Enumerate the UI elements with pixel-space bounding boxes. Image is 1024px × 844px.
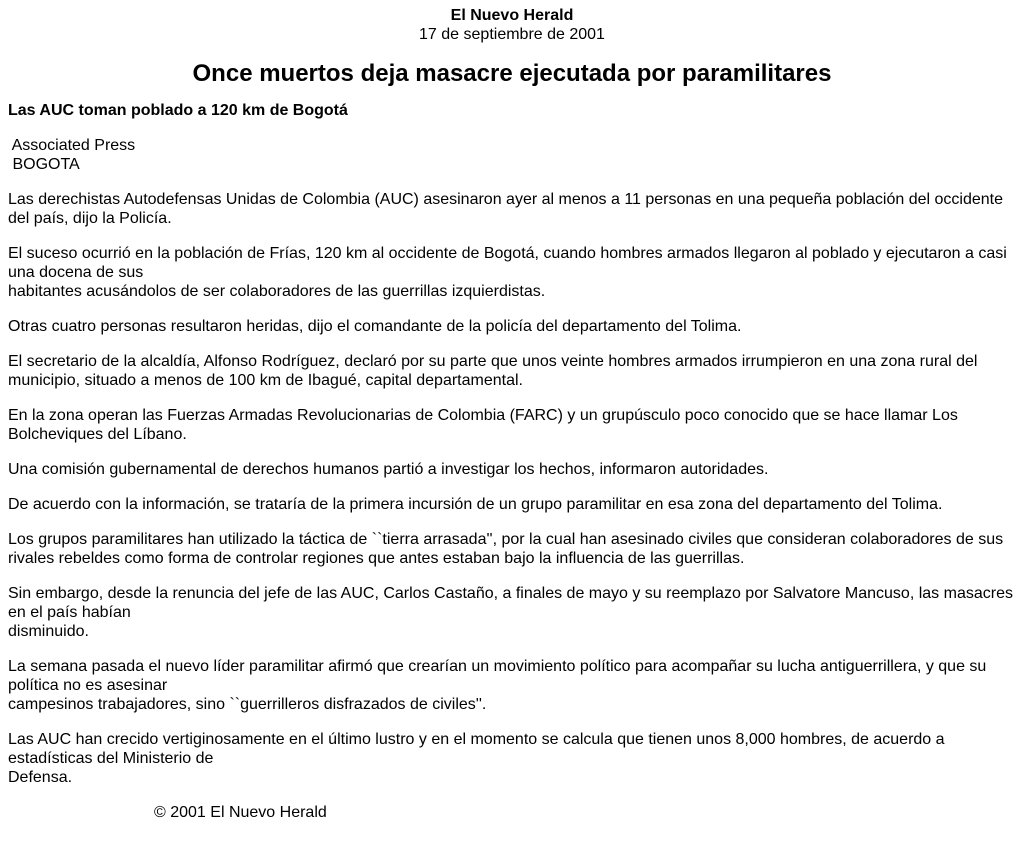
paragraph-line: campesinos trabajadores, sino ``guerrilleros disfrazados de civiles''. [8, 696, 487, 713]
paragraph-line: Las derechistas Autodefensas Unidas de Colombia (AUC) asesinaron ayer al menos a 11 personas en una pequeña población del occidente del país, dijo la Policía. [8, 191, 1003, 227]
paragraph-line: Sin embargo, desde la renuncia del jefe de las AUC, Carlos Castaño, a finales de mayo y su reemplazo por Salvatore Mancuso, las masacres en el país habían [8, 585, 1013, 621]
paragraph-line: Las AUC han crecido vertiginosamente en el último lustro y en el momento se calcula que tienen unos 8,000 hombres, de acuerdo a estadísticas del Ministerio de [8, 731, 945, 767]
copyright-notice: © 2001 El Nuevo Herald [154, 804, 327, 821]
paragraph-line: habitantes acusándolos de ser colaboradores de las guerrillas izquierdistas. [8, 283, 546, 300]
article-paragraph [8, 190, 1016, 228]
article-paragraph [8, 657, 1016, 714]
article-body [8, 190, 1016, 787]
article-paragraph [8, 460, 1016, 479]
publication-date: 17 de septiembre de 2001 [419, 26, 605, 43]
article-paragraph [8, 730, 1016, 787]
paragraph-line: De acuerdo con la información, se trataría de la primera incursión de un grupo paramilitar en esa zona del departamento del Tolima. [8, 496, 943, 513]
byline-location: BOGOTA [8, 156, 80, 173]
paragraph-line: Defensa. [8, 769, 73, 786]
paragraph-line: disminuido. [8, 623, 89, 640]
article-paragraph [8, 584, 1016, 641]
article-paragraph [8, 352, 1016, 390]
publication-name: El Nuevo Herald [450, 7, 574, 24]
masthead [8, 6, 1016, 44]
paragraph-line: Los grupos paramilitares han utilizado la táctica de ``tierra arrasada'', por la cual han asesinado civiles que consideran colaboradores de sus rivales rebeldes como forma de controlar regiones que antes estaban bajo la influencia de las guerrillas. [8, 531, 1004, 567]
paragraph-line: El suceso ocurrió en la población de Frías, 120 km al occidente de Bogotá, cuando hombres armados llegaron al poblado y ejecutaron a casi una docena de sus [8, 245, 1007, 281]
article-paragraph [8, 495, 1016, 514]
paragraph-line: En la zona operan las Fuerzas Armadas Revolucionarias de Colombia (FARC) y un grupúsculo poco conocido que se hace llamar Los Bolcheviques del Líbano. [8, 407, 958, 443]
paragraph-line: Otras cuatro personas resultaron heridas, dijo el comandante de la policía del departamento del Tolima. [8, 318, 742, 335]
paragraph-line: La semana pasada el nuevo líder paramilitar afirmó que crearían un movimiento político para acompañar su lucha antiguerrillera, y que su política no es asesinar [8, 658, 987, 694]
article-headline: Once muertos deja masacre ejecutada por paramilitares [192, 60, 832, 87]
byline-agency: Associated Press [8, 137, 136, 154]
article-paragraph [8, 244, 1016, 301]
paragraph-line: Una comisión gubernamental de derechos humanos partió a investigar los hechos, informaron autoridades. [8, 461, 769, 478]
article-subheadline: Las AUC toman poblado a 120 km de Bogotá [8, 102, 348, 119]
byline [8, 136, 1016, 174]
article-paragraph [8, 530, 1016, 568]
paragraph-line: El secretario de la alcaldía, Alfonso Rodríguez, declaró por su parte que unos veinte hombres armados irrumpieron en una zona rural del municipio, situado a menos de 100 km de Ibagué, capital departamental. [8, 353, 978, 389]
article-paragraph [8, 317, 1016, 336]
article-paragraph [8, 406, 1016, 444]
